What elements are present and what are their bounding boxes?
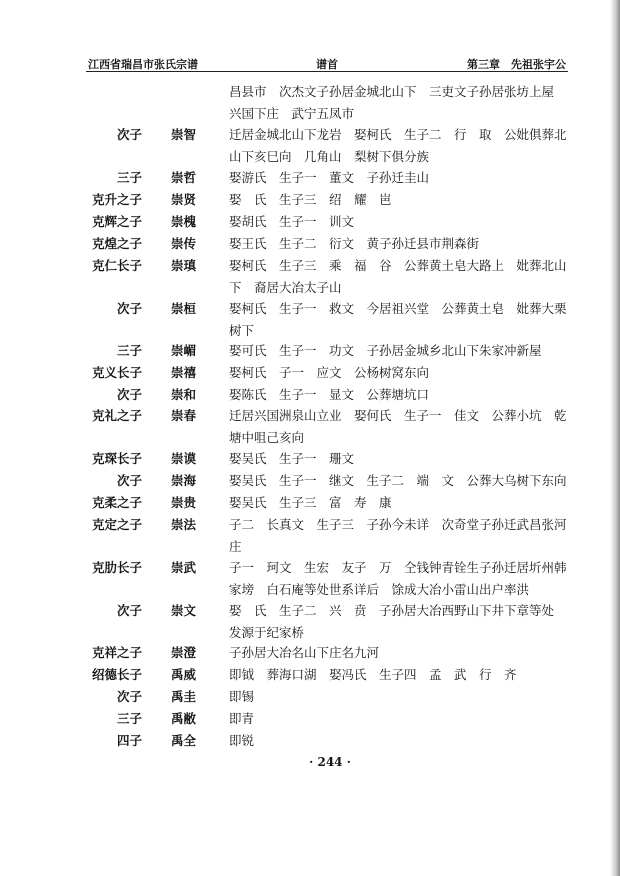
entry-relation: 次子: [116, 473, 142, 488]
entry-description: 娶陈氏 生子一 显文 公葬塘坑口: [229, 387, 430, 402]
entry-name: 崇贤: [171, 192, 197, 207]
entry-relation: 次子: [116, 301, 142, 316]
entry-relation: 四子: [116, 733, 142, 748]
entry-description: 迁居金城北山下龙岩 娶柯氏 生子二 行 取 公妣俱葬北山下亥巳向 几角山 梨树下俱分族: [229, 127, 567, 164]
entry-description: 娶 氏 生子二 兴 贲 子孙居大冶西野山下井下章等处 发源于纪家桥: [229, 603, 567, 640]
scan-page-edge: [610, 0, 620, 876]
entry-relation: 克肋长子: [91, 560, 142, 575]
entry-name: 崇瑱: [171, 258, 197, 273]
entry-relation: 克祥之子: [91, 645, 142, 660]
entry-relation: 三子: [116, 711, 142, 726]
page-header: [88, 52, 566, 72]
entry-relation: 次子: [116, 689, 142, 704]
header-section: 谱首: [316, 58, 338, 71]
entry-description: 娶吴氏 生子一 珊文: [229, 451, 355, 466]
entry-name: 崇谟: [171, 451, 197, 466]
entry-relation: 次子: [116, 387, 142, 402]
entry-name: 崇传: [171, 236, 197, 251]
entry-relation: 克仁长子: [91, 258, 142, 273]
entry-name: 崇法: [171, 517, 197, 532]
entry-relation: 次子: [116, 603, 142, 618]
entry-name: 崇哲: [171, 170, 197, 185]
entry-relation: 次子: [116, 127, 142, 142]
entry-description: 娶吴氏 生子一 继文 生子二 端 文 公葬大乌树下东向: [229, 473, 567, 488]
entry-description: 子一 珂文 生宏 友子 万 仝钱钟青铨生子孙迁居圻州韩家塝 白石庵等处世系详后 馀成大冶小雷山出户率洪: [229, 560, 567, 597]
entry-name: 崇和: [171, 387, 197, 402]
entry-name: 崇槐: [171, 214, 197, 229]
entry-name: 崇武: [171, 560, 197, 575]
header-rule: [86, 71, 568, 72]
entry-name: 崇禧: [171, 365, 197, 380]
entry-description: 娶王氏 生子二 衍文 黄子孙迁县市荆森街: [229, 236, 480, 251]
header-book-title: 江西省瑞昌市张氏宗谱: [88, 58, 198, 71]
entry-description: 娶 氏 生子三 绍 耀 岜: [229, 192, 392, 207]
entry-name: 崇海: [171, 473, 197, 488]
entry-description: 昌县市 次杰文子孙居金城北山下 三吏文子孙居张坊上屋 兴国下庄 武宁五凤市: [229, 84, 567, 121]
entry-description: 娶胡氏 生子一 训文: [229, 214, 355, 229]
entry-name: 崇贵: [171, 495, 197, 510]
entry-description: 即钺 葬海口湖 娶冯氏 生子四 孟 武 行 齐: [229, 667, 517, 682]
entry-relation: 克煌之子: [91, 236, 142, 251]
entry-name: 崇春: [171, 408, 197, 423]
page-number: · 244 ·: [309, 755, 351, 769]
entry-name: 崇文: [171, 603, 197, 618]
entry-relation: 克琛长子: [91, 451, 142, 466]
header-chapter: 第三章 先祖张宇公: [467, 58, 566, 71]
entry-description: 迁居兴国洲泉山立业 娶何氏 生子一 佳文 公葬小坑 乾塘中咀己亥向: [229, 408, 567, 445]
entry-description: 娶吴氏 生子三 富 寿 康: [229, 495, 392, 510]
entry-name: 崇嵋: [171, 343, 197, 358]
entry-description: 娶柯氏 生子一 救文 今居祖兴堂 公葬黄土皂 妣葬大栗树下: [229, 301, 567, 338]
entry-relation: 克升之子: [91, 192, 142, 207]
entry-relation: 三子: [116, 170, 142, 185]
entry-description: 娶可氏 生子一 功文 子孙居金城乡北山下朱家冲新屋: [229, 343, 542, 358]
entry-name: 崇澄: [171, 645, 197, 660]
entry-description: 即锡: [229, 689, 255, 704]
entry-relation: 克义长子: [91, 365, 142, 380]
entry-relation: 克柔之子: [91, 495, 142, 510]
entry-description: 娶柯氏 生子三 乘 福 谷 公葬黄土皂大路上 妣葬北山下 裔居大冶太子山: [229, 258, 567, 295]
entry-relation: 克定之子: [91, 517, 142, 532]
entry-description: 娶柯氏 子一 应文 公杨树窝东向: [229, 365, 430, 380]
entry-description: 娶游氏 生子一 董文 子孙迁圭山: [229, 170, 430, 185]
entry-description: 即青: [229, 711, 255, 726]
entry-name: 崇智: [171, 127, 197, 142]
entry-name: 禹圭: [171, 689, 197, 704]
entry-name: 禹全: [171, 733, 197, 748]
entry-relation: 克辉之子: [91, 214, 142, 229]
entry-name: 禹敝: [171, 711, 197, 726]
entry-relation: 三子: [116, 343, 142, 358]
entry-description: 子二 长真文 生子三 子孙今未详 次奇堂子孙迁武昌张河庄: [229, 517, 567, 554]
entry-relation: 克礼之子: [91, 408, 142, 423]
entry-name: 禹威: [171, 667, 197, 682]
entry-relation: 绍德长子: [91, 667, 142, 682]
entry-name: 崇桓: [171, 301, 197, 316]
entry-description: 即锐: [229, 733, 255, 748]
entry-description: 子孙居大冶名山下庄名九河: [229, 645, 380, 660]
